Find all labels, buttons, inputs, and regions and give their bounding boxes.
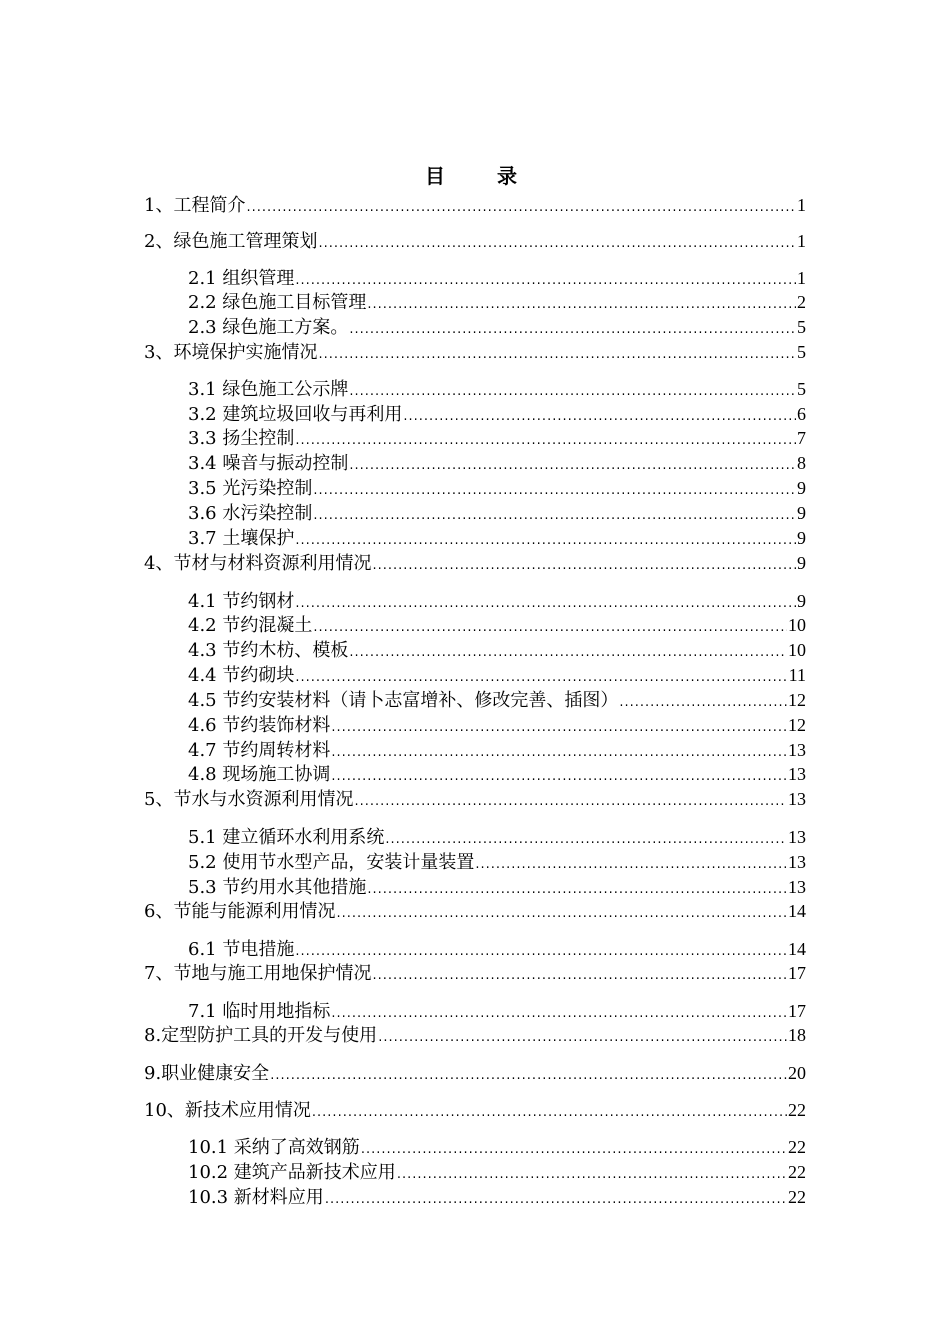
toc-page-number: 5 — [797, 379, 806, 399]
toc-page-number: 1 — [797, 231, 806, 251]
toc-entry-text: 8.定型防护工具的开发与使用 — [144, 1025, 378, 1046]
toc-page-number: 22 — [788, 1100, 806, 1120]
toc-leader-dots — [313, 617, 787, 639]
toc-leader-dots — [295, 270, 796, 292]
toc-entry[interactable] — [144, 341, 806, 363]
toc-page-number: 17 — [788, 1001, 806, 1021]
toc-entry-text: 10、新技术应用情况 — [144, 1100, 311, 1121]
toc-page-number: 9 — [797, 503, 806, 523]
toc-entry-text: 4.5 节约安装材料（请卜志富增补、修改完善、插图） — [188, 690, 619, 711]
toc-leader-dots — [372, 965, 787, 987]
toc-page-number: 13 — [788, 827, 806, 847]
toc-leader-dots — [312, 1102, 787, 1124]
toc-entry[interactable] — [188, 763, 806, 785]
toc-page-number: 13 — [788, 740, 806, 760]
toc-entry[interactable] — [188, 664, 806, 686]
toc-leader-dots — [403, 406, 796, 428]
toc-leader-dots — [313, 480, 796, 502]
toc-entry-text: 4.2 节约混凝土 — [188, 615, 313, 636]
toc-leader-dots — [331, 766, 787, 788]
toc-entry-text: 3.5 光污染控制 — [188, 478, 313, 499]
toc-entry-text: 9.职业健康安全 — [144, 1063, 270, 1084]
toc-entry[interactable] — [188, 378, 806, 400]
toc-entry[interactable] — [188, 714, 806, 736]
toc-page-number: 7 — [797, 428, 806, 448]
toc-entry-text: 7、节地与施工用地保护情况 — [144, 963, 372, 984]
toc-entry-text: 3.4 噪音与振动控制 — [188, 453, 349, 474]
toc-leader-dots — [313, 505, 796, 527]
toc-page-number: 22 — [788, 1162, 806, 1182]
toc-page-number: 8 — [797, 453, 806, 473]
toc-entry[interactable] — [188, 739, 806, 761]
toc-entry-text: 3.1 绿色施工公示牌 — [188, 379, 349, 400]
toc-page-number: 20 — [788, 1063, 806, 1083]
toc-entry[interactable] — [188, 1186, 806, 1208]
toc-entry[interactable] — [188, 938, 806, 960]
toc-leader-dots — [378, 1027, 787, 1049]
toc-entry[interactable] — [188, 452, 806, 474]
toc-entry-text: 6.1 节电措施 — [188, 939, 295, 960]
toc-page-number: 9 — [797, 528, 806, 548]
toc-page-number: 13 — [788, 789, 806, 809]
toc-leader-dots — [270, 1065, 787, 1087]
toc-page-number: 11 — [788, 665, 806, 685]
toc-entry-text: 4.4 节约砌块 — [188, 665, 295, 686]
toc-entry[interactable] — [144, 788, 806, 810]
toc-page-number: 13 — [788, 877, 806, 897]
toc-leader-dots — [367, 294, 796, 316]
toc-entry[interactable] — [188, 477, 806, 499]
toc-leader-dots — [295, 667, 787, 689]
toc-entry-text: 3.6 水污染控制 — [188, 503, 313, 524]
toc-entry-text: 10.3 新材料应用 — [188, 1187, 324, 1208]
toc-leader-dots — [295, 593, 796, 615]
toc-entry[interactable] — [188, 502, 806, 524]
toc-entry-text: 4.1 节约钢材 — [188, 591, 295, 612]
toc-leader-dots — [336, 903, 787, 925]
toc-entry[interactable] — [144, 552, 806, 574]
toc-entry[interactable] — [188, 527, 806, 549]
toc-leader-dots — [325, 1189, 787, 1211]
toc-leader-dots — [349, 642, 787, 664]
toc-entry[interactable] — [144, 962, 806, 984]
toc-leader-dots — [318, 233, 796, 255]
toc-entry-text: 4、节材与材料资源利用情况 — [144, 553, 372, 574]
toc-leader-dots — [331, 742, 787, 764]
toc-page-number: 9 — [797, 591, 806, 611]
toc-entry-text: 10.2 建筑产品新技术应用 — [188, 1162, 396, 1183]
toc-entry[interactable] — [188, 590, 806, 612]
toc-page-number: 9 — [797, 478, 806, 498]
toc-page-number: 6 — [797, 404, 806, 424]
toc-leader-dots — [331, 717, 787, 739]
toc-entry[interactable] — [144, 1062, 806, 1084]
toc-leader-dots — [295, 530, 796, 552]
toc-leader-dots — [367, 879, 787, 901]
toc-page-number: 2 — [797, 292, 806, 312]
toc-page-number: 1 — [797, 268, 806, 288]
toc-page-number: 5 — [797, 342, 806, 362]
toc-entry-text: 5.1 建立循环水利用系统 — [188, 827, 385, 848]
toc-entry-text: 4.6 节约装饰材料 — [188, 715, 331, 736]
toc-leader-dots — [295, 430, 796, 452]
toc-entry-text: 3、环境保护实施情况 — [144, 342, 318, 363]
toc-leader-dots — [354, 791, 787, 813]
toc-entry[interactable] — [188, 851, 806, 873]
toc-page-number: 14 — [788, 901, 806, 921]
toc-entry-text: 4.3 节约木枋、模板 — [188, 640, 349, 661]
toc-page-number: 12 — [788, 690, 806, 710]
toc-entry[interactable] — [188, 876, 806, 898]
toc-leader-dots — [397, 1164, 787, 1186]
toc-page-number: 13 — [788, 764, 806, 784]
toc-entry-text: 4.7 节约周转材料 — [188, 740, 331, 761]
toc-entry-text: 1、工程简介 — [144, 195, 246, 216]
toc-entry[interactable] — [188, 1161, 806, 1183]
toc-leader-dots — [361, 1139, 787, 1161]
toc-page-number: 13 — [788, 852, 806, 872]
toc-entry[interactable] — [188, 614, 806, 636]
toc-entry-text: 5.3 节约用水其他措施 — [188, 877, 367, 898]
toc-page-number: 17 — [788, 963, 806, 983]
toc-leader-dots — [331, 1003, 787, 1025]
toc-entry[interactable] — [144, 230, 806, 252]
toc-entry-text: 2、绿色施工管理策划 — [144, 231, 318, 252]
toc-page-number: 22 — [788, 1187, 806, 1207]
toc-leader-dots — [318, 344, 796, 366]
toc-entry[interactable] — [188, 316, 806, 338]
toc-entry-text: 3.2 建筑垃圾回收与再利用 — [188, 404, 403, 425]
toc-entry[interactable] — [188, 291, 806, 313]
toc-leader-dots — [619, 692, 787, 714]
toc-entry-text: 5.2 使用节水型产品，安装计量装置 — [188, 852, 475, 873]
toc-leader-dots — [475, 854, 787, 876]
toc-entry[interactable] — [188, 1000, 806, 1022]
toc-entry-text: 6、节能与能源利用情况 — [144, 901, 336, 922]
toc-leader-dots — [372, 555, 796, 577]
toc-page-number: 10 — [788, 615, 806, 635]
toc-entry-text: 5、节水与水资源利用情况 — [144, 789, 354, 810]
toc-entry[interactable] — [188, 403, 806, 425]
toc-page-number: 10 — [788, 640, 806, 660]
toc-entry[interactable] — [188, 267, 806, 289]
toc-entry[interactable] — [144, 1099, 806, 1121]
toc-entry-text: 7.1 临时用地指标 — [188, 1001, 331, 1022]
toc-page-number: 9 — [797, 553, 806, 573]
toc-entry[interactable] — [144, 1024, 806, 1046]
toc-page-number: 18 — [788, 1025, 806, 1045]
toc-leader-dots — [349, 381, 796, 403]
toc-entry[interactable] — [188, 1136, 806, 1158]
toc-page-number: 5 — [797, 317, 806, 337]
toc-entry[interactable] — [188, 639, 806, 661]
toc-leader-dots — [385, 829, 787, 851]
toc-entry-text: 3.7 土壤保护 — [188, 528, 295, 549]
toc-page-number: 22 — [788, 1137, 806, 1157]
toc-entry[interactable] — [144, 900, 806, 922]
toc-leader-dots — [295, 941, 787, 963]
toc-entry-text: 4.8 现场施工协调 — [188, 764, 331, 785]
toc-title: 目 录 — [425, 164, 533, 188]
toc-entry-text: 2.1 组织管理 — [188, 268, 295, 289]
toc-entry-text: 2.3 绿色施工方案。 — [188, 317, 349, 338]
toc-page-number: 12 — [788, 715, 806, 735]
toc-leader-dots — [349, 319, 796, 341]
toc-leader-dots — [246, 197, 796, 219]
toc-entry[interactable] — [188, 826, 806, 848]
toc-entry[interactable] — [144, 194, 806, 216]
toc-entry-text: 10.1 采纳了高效钢筋 — [188, 1137, 360, 1158]
toc-entry[interactable] — [188, 689, 806, 711]
toc-leader-dots — [349, 455, 796, 477]
toc-entry[interactable] — [188, 427, 806, 449]
toc-page-number: 14 — [788, 939, 806, 959]
toc-entry-text: 2.2 绿色施工目标管理 — [188, 292, 367, 313]
toc-entry-text: 3.3 扬尘控制 — [188, 428, 295, 449]
toc-page-number: 1 — [797, 195, 806, 215]
